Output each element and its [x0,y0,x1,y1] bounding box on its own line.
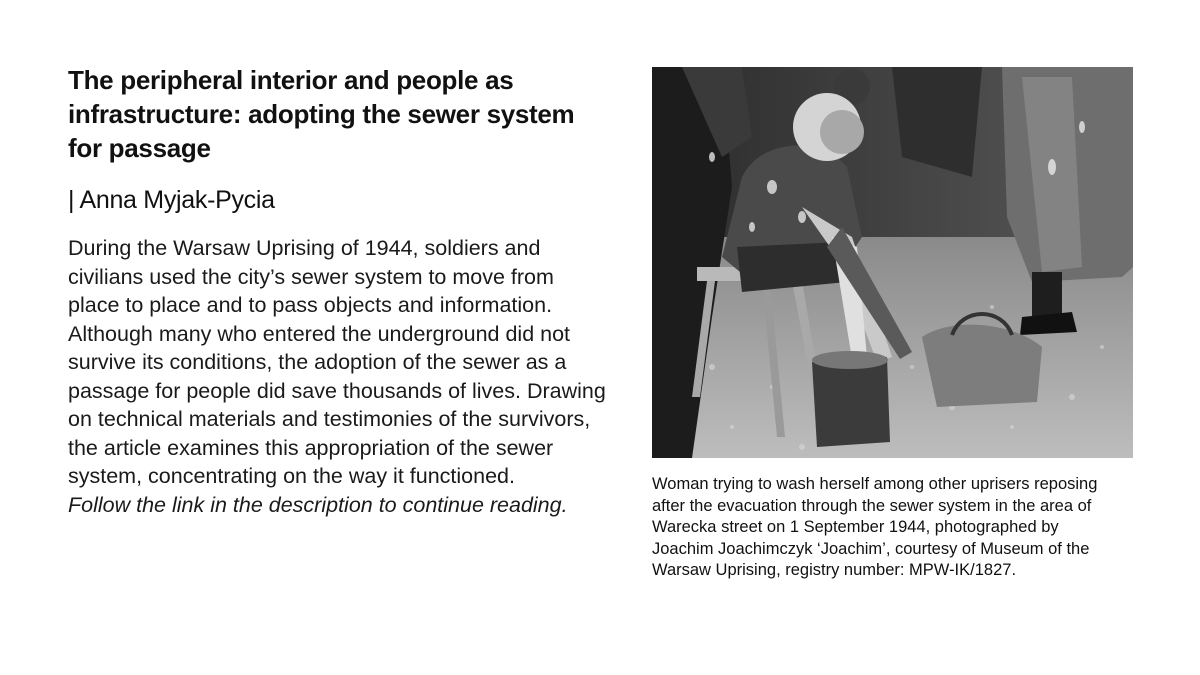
historical-photograph [652,67,1133,458]
article-author: | Anna Myjak-Pycia [68,186,275,214]
abstract-text: During the Warsaw Uprising of 1944, soldiers and civilians used the city’s sewer system to move from place to place and to pass objects and information. Although many who entered the underground did not survive its conditions, the adoption of the sewer as a passage for people did save thousands of lives. Drawing on technical materials and testimonies of the survivors, the article examines this appropriation of the sewer system, concentrating on the way it functioned. [68,236,606,488]
article-abstract [68,234,608,519]
article-title: The peripheral interior and people as infrastructure: adopting the sewer system for passage [68,65,575,163]
photo-caption: Woman trying to wash herself among other uprisers reposing after the evacuation through the sewer system in the area of Warecka street on 1 September 1944, photographed by Joachim Joachimczyk ‘Joachim’, courtesy of Museum of the Warsaw Uprising, registry number: MPW-IK/1827. [652,475,1098,579]
continue-reading-note: Follow the link in the description to continue reading. [68,492,568,517]
photo-illustration [652,67,1133,458]
